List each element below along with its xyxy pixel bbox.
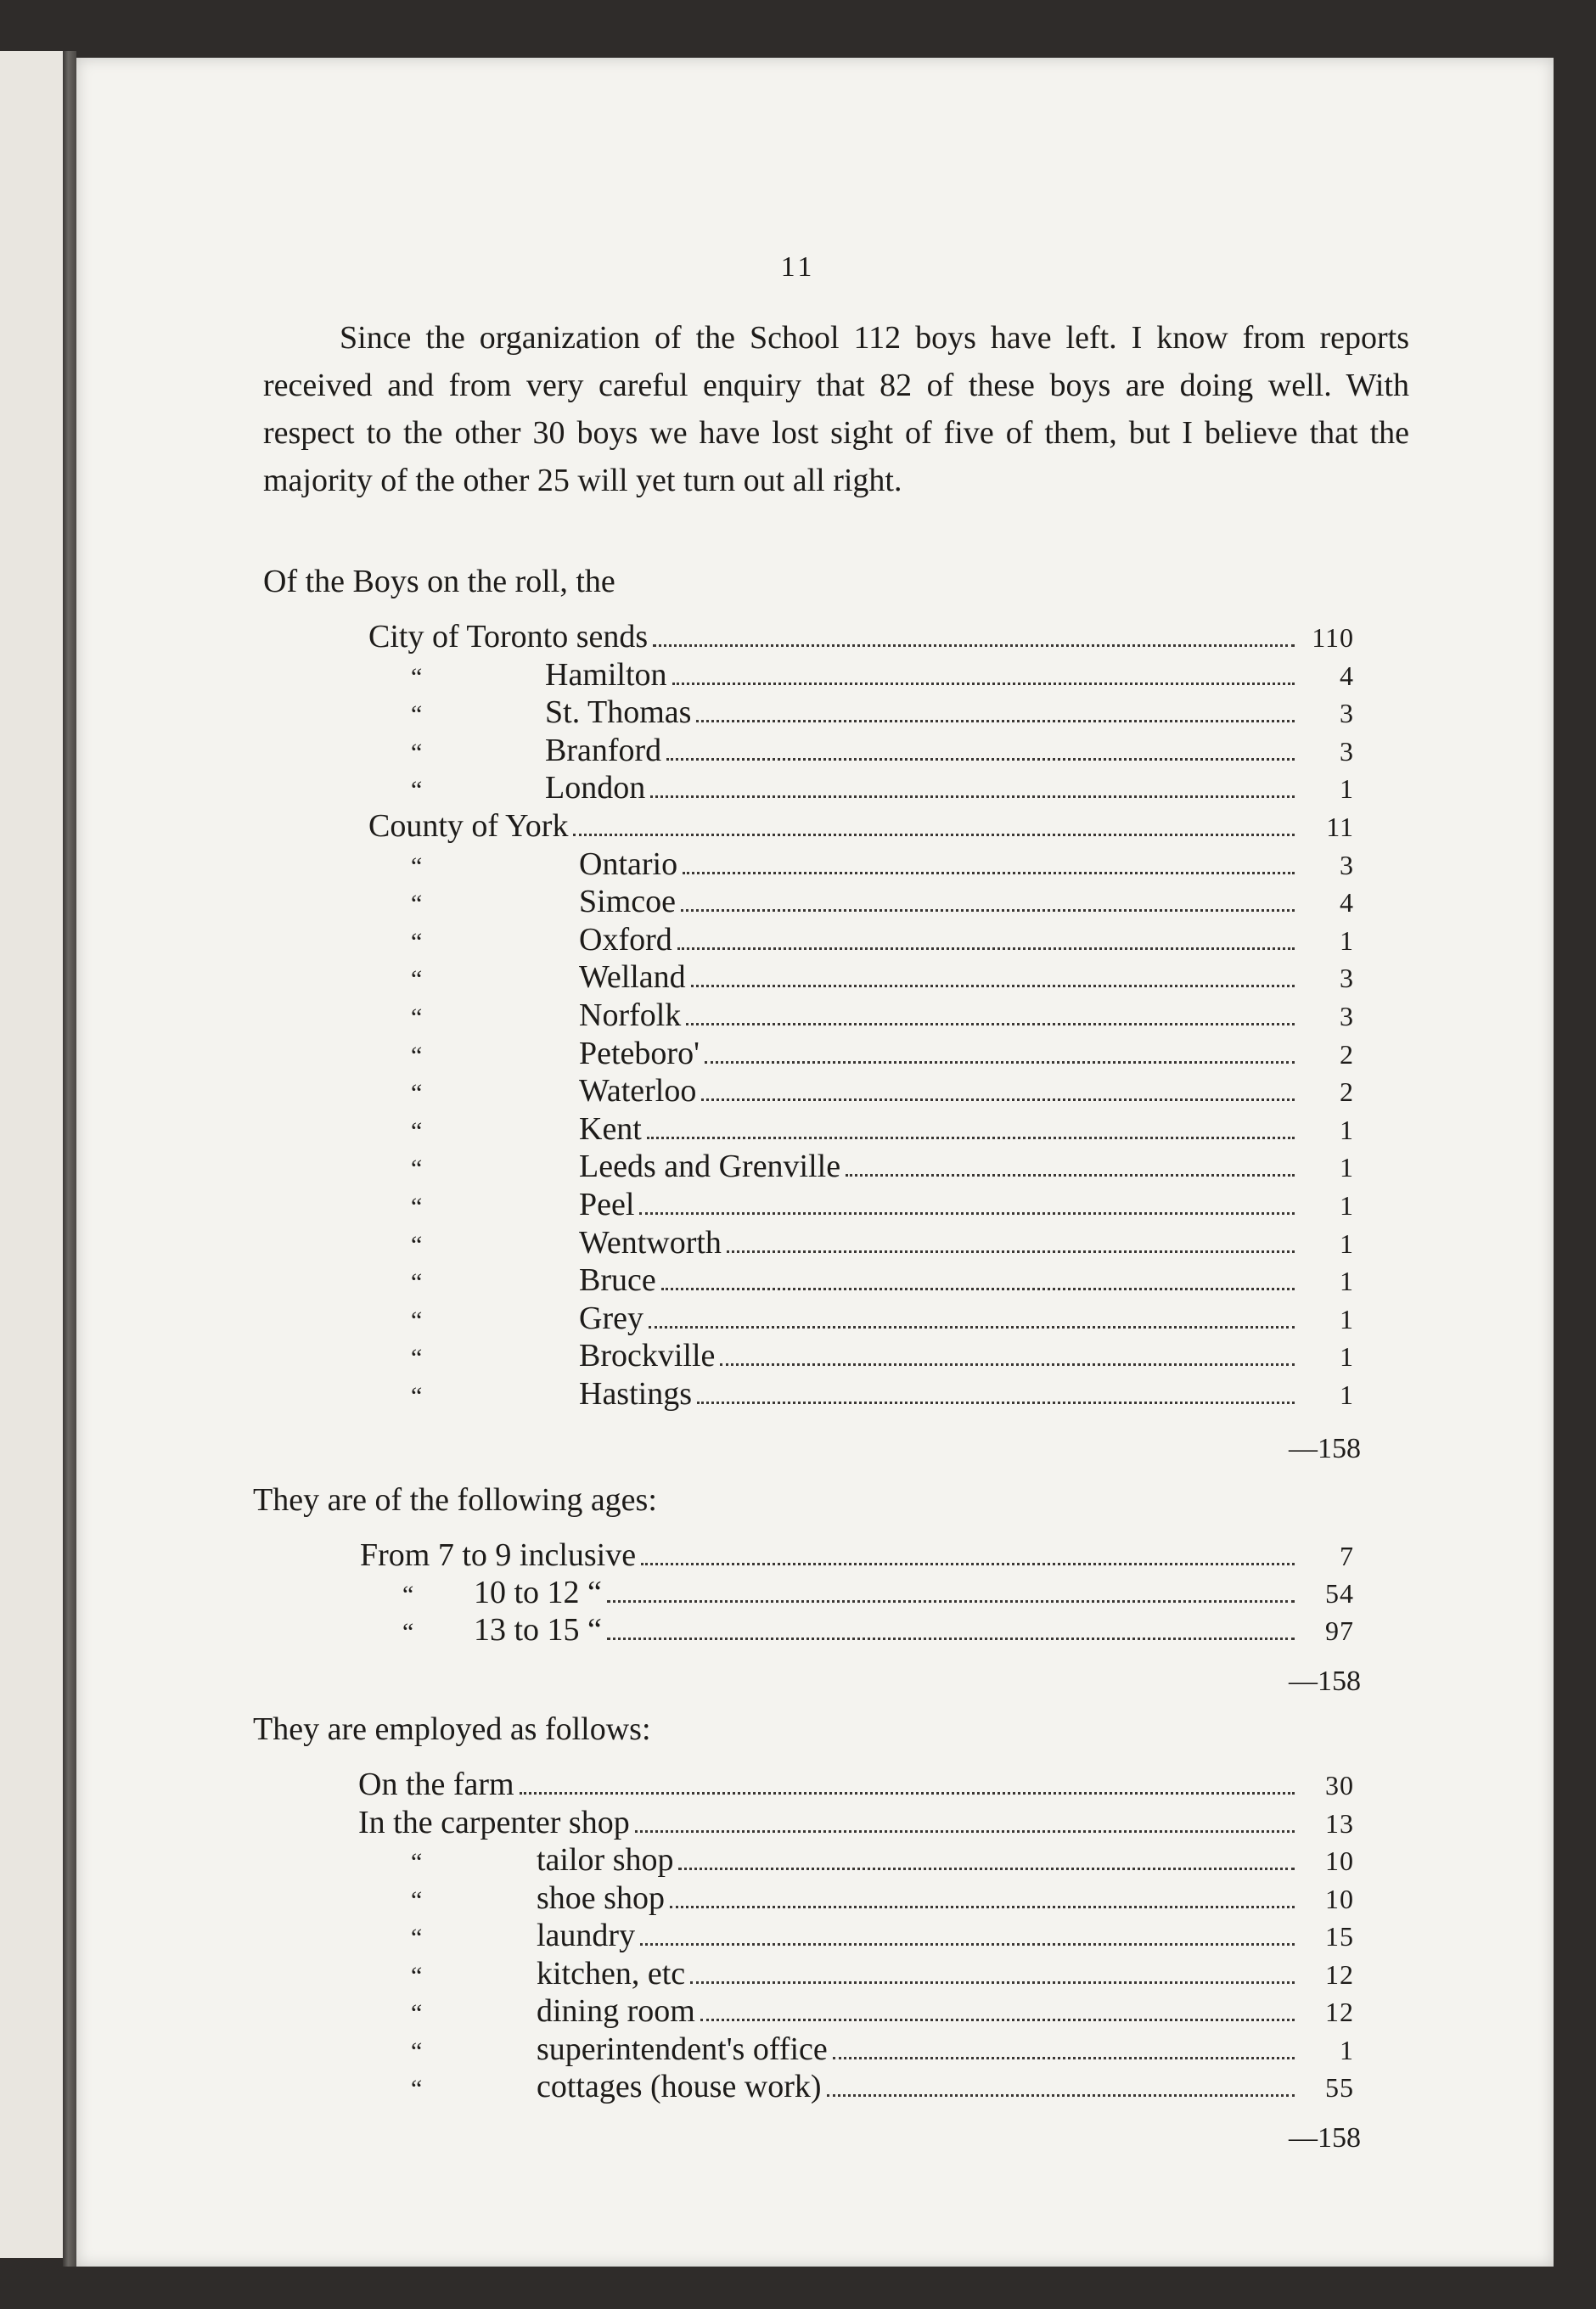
row-label: St. Thomas (545, 694, 692, 731)
dot-leader (640, 1943, 1295, 1946)
origin-row: “ Grey 1 (411, 1300, 1354, 1336)
row-value: 55 (1325, 2072, 1354, 2103)
origin-row: “ Brockville 1 (411, 1338, 1354, 1374)
employment-row: “ tailor shop 10 (411, 1842, 1354, 1878)
origin-row: “ Norfolk 3 (411, 997, 1354, 1033)
dot-leader (635, 1830, 1295, 1833)
row-value: 12 (1325, 1958, 1354, 1990)
ages-heading: They are of the following ages: (253, 1482, 657, 1518)
row-label: cottages (house work) (537, 2069, 822, 2104)
origin-row: “ Branford 3 (411, 732, 1354, 768)
row-label: Oxford (579, 921, 672, 958)
row-value: 30 (1325, 1770, 1354, 1801)
origin-row: “ Hastings 1 (411, 1376, 1354, 1412)
row-value: 1 (1340, 1303, 1354, 1334)
dot-leader (650, 795, 1295, 798)
dot-leader (683, 872, 1295, 874)
origin-row: “ St. Thomas 3 (411, 694, 1354, 731)
ages-total: —158 (1289, 1666, 1361, 1697)
dot-leader (670, 1906, 1295, 1908)
row-label: County of York (368, 808, 569, 844)
dot-leader (697, 1402, 1295, 1404)
facing-page-edge (0, 51, 68, 2258)
row-value: 10 (1325, 1846, 1354, 1876)
origin-row: “ Wentworth 1 (411, 1224, 1354, 1261)
dot-leader (833, 2057, 1295, 2059)
origin-row: “ Oxford 1 (411, 921, 1354, 958)
age-row: “ 10 to 12 “ 54 (402, 1575, 1354, 1610)
employment-row (358, 1766, 1354, 1803)
row-value: 1 (1340, 1152, 1354, 1183)
dot-leader (672, 683, 1295, 685)
row-label: tailor shop (537, 1842, 674, 1878)
dot-leader (705, 1061, 1295, 1064)
row-label: Bruce (579, 1262, 656, 1299)
row-value: 4 (1340, 660, 1354, 691)
row-value: 15 (1325, 1921, 1354, 1952)
row-value: 2 (1340, 1076, 1354, 1108)
dot-leader (649, 1326, 1295, 1329)
row-label: Hastings (579, 1376, 692, 1412)
book-spine (63, 51, 76, 2267)
row-label: superintendent's office (537, 2031, 828, 2067)
origin-total: —158 (1289, 1433, 1361, 1464)
row-value: 54 (1325, 1578, 1354, 1609)
dot-leader (607, 1600, 1295, 1603)
row-value: 3 (1340, 735, 1354, 767)
dot-leader (678, 1868, 1295, 1870)
dot-leader (666, 758, 1295, 761)
origin-row: “ Kent 1 (411, 1110, 1354, 1147)
dot-leader (696, 720, 1295, 722)
row-label: Brockville (579, 1338, 716, 1374)
row-value: 1 (1340, 1190, 1354, 1221)
row-value: 1 (1340, 1379, 1354, 1410)
employment-heading: They are employed as follows: (253, 1711, 651, 1747)
row-label: Simcoe (579, 884, 676, 920)
dot-leader (686, 1023, 1295, 1025)
row-label: Peteboro' (579, 1035, 700, 1071)
origin-row: “ Peteboro' 2 (411, 1035, 1354, 1071)
origin-row: “ Hamilton 4 (411, 656, 1354, 693)
row-value: 7 (1340, 1541, 1354, 1571)
row-value: 3 (1340, 849, 1354, 880)
row-value: 4 (1340, 887, 1354, 919)
dot-leader (607, 1638, 1295, 1640)
row-label: 10 to 12 “ (474, 1575, 602, 1610)
origin-row: “ London 1 (411, 770, 1354, 806)
page-number: 11 (780, 251, 816, 283)
row-value: 1 (1340, 1114, 1354, 1145)
row-label: Waterloo (579, 1073, 697, 1110)
row-value: 1 (1340, 1266, 1354, 1297)
row-label: In the carpenter shop (358, 1804, 630, 1840)
row-label: shoe shop (537, 1879, 665, 1916)
dot-leader (681, 909, 1295, 912)
row-label: From 7 to 9 inclusive (360, 1537, 637, 1573)
origin-row: “ Peel 1 (411, 1187, 1354, 1222)
row-value: 1 (1340, 1341, 1354, 1373)
row-label: London (545, 770, 646, 806)
dot-leader (641, 1563, 1295, 1565)
employment-total: —158 (1289, 2122, 1361, 2154)
row-label: dining room (537, 1993, 695, 2029)
dot-leader (727, 1250, 1295, 1253)
row-value: 1 (1340, 924, 1354, 956)
row-label: Kent (579, 1110, 642, 1147)
origin-row: “ Bruce 1 (411, 1262, 1354, 1299)
row-label: 13 to 15 “ (474, 1612, 602, 1648)
row-label: Branford (545, 732, 662, 768)
row-value: 97 (1325, 1615, 1354, 1646)
origin-row: “ Waterloo 2 (411, 1073, 1354, 1110)
dot-leader (639, 1212, 1295, 1215)
employment-row: “ dining room 12 (411, 1993, 1354, 2029)
origin-row (368, 807, 1354, 845)
row-value: 110 (1312, 622, 1354, 653)
row-value: 10 (1325, 1883, 1354, 1914)
row-value: 3 (1340, 698, 1354, 729)
origin-row: “ Leeds and Grenville 1 (411, 1149, 1354, 1185)
dot-leader (520, 1792, 1295, 1795)
row-label: City of Toronto sends (368, 619, 649, 654)
employment-row: “ kitchen, etc 12 (411, 1955, 1354, 1992)
row-label: Grey (579, 1300, 643, 1336)
dot-leader (720, 1363, 1295, 1366)
row-label: Norfolk (579, 997, 682, 1033)
row-label: Wentworth (579, 1224, 722, 1261)
row-label: On the farm (358, 1767, 514, 1802)
row-label: kitchen, etc (537, 1955, 686, 1992)
employment-row (358, 1804, 1354, 1841)
employment-row: “ shoe shop 10 (411, 1879, 1354, 1916)
dot-leader (691, 985, 1295, 987)
row-value: 1 (1340, 773, 1354, 805)
dot-leader (677, 947, 1295, 950)
employment-row: “ cottages (house work) 55 (411, 2069, 1354, 2104)
origin-row: “ Simcoe 4 (411, 884, 1354, 920)
age-row: “ 13 to 15 “ 97 (402, 1612, 1354, 1648)
intro-paragraph-block (263, 314, 1409, 504)
origin-heading: Of the Boys on the roll, the (263, 564, 615, 599)
row-value: 1 (1340, 1228, 1354, 1259)
dot-leader (661, 1288, 1295, 1290)
dot-leader (700, 2019, 1295, 2021)
dot-leader (846, 1174, 1295, 1177)
intro-paragraph: Since the organization of the School 112 boys have left. I know from reports received and from very careful enquiry that 82 of these boys are doing well. With respect to the other 30 boys we have lost sight of five of them, but I believe that the majority of the other 25 will yet turn out all right. (263, 320, 1409, 498)
origin-row: “ Ontario 3 (411, 846, 1354, 882)
row-value: 12 (1325, 1997, 1354, 2027)
dot-leader (701, 1098, 1295, 1101)
row-value: 2 (1340, 1038, 1354, 1070)
employment-row: “ superintendent's office 1 (411, 2031, 1354, 2067)
dot-leader (690, 1981, 1295, 1984)
row-value: 3 (1340, 963, 1354, 994)
dot-leader (827, 2094, 1295, 2097)
origin-row (368, 618, 1354, 655)
row-label: laundry (537, 1918, 636, 1953)
age-row (360, 1537, 1354, 1574)
row-label: Leeds and Grenville (579, 1149, 841, 1185)
employment-row: “ laundry 15 (411, 1918, 1354, 1953)
dot-leader (653, 644, 1295, 647)
row-label: Peel (579, 1187, 635, 1222)
dot-leader (573, 834, 1295, 836)
row-value: 1 (1340, 2034, 1354, 2065)
row-value: 13 (1325, 1807, 1354, 1839)
row-value: 3 (1340, 1001, 1354, 1031)
row-label: Ontario (579, 846, 678, 882)
row-value: 11 (1326, 812, 1354, 842)
row-label: Welland (579, 959, 686, 996)
origin-row: “ Welland 3 (411, 959, 1354, 996)
dot-leader (647, 1137, 1295, 1139)
row-label: Hamilton (545, 656, 667, 693)
